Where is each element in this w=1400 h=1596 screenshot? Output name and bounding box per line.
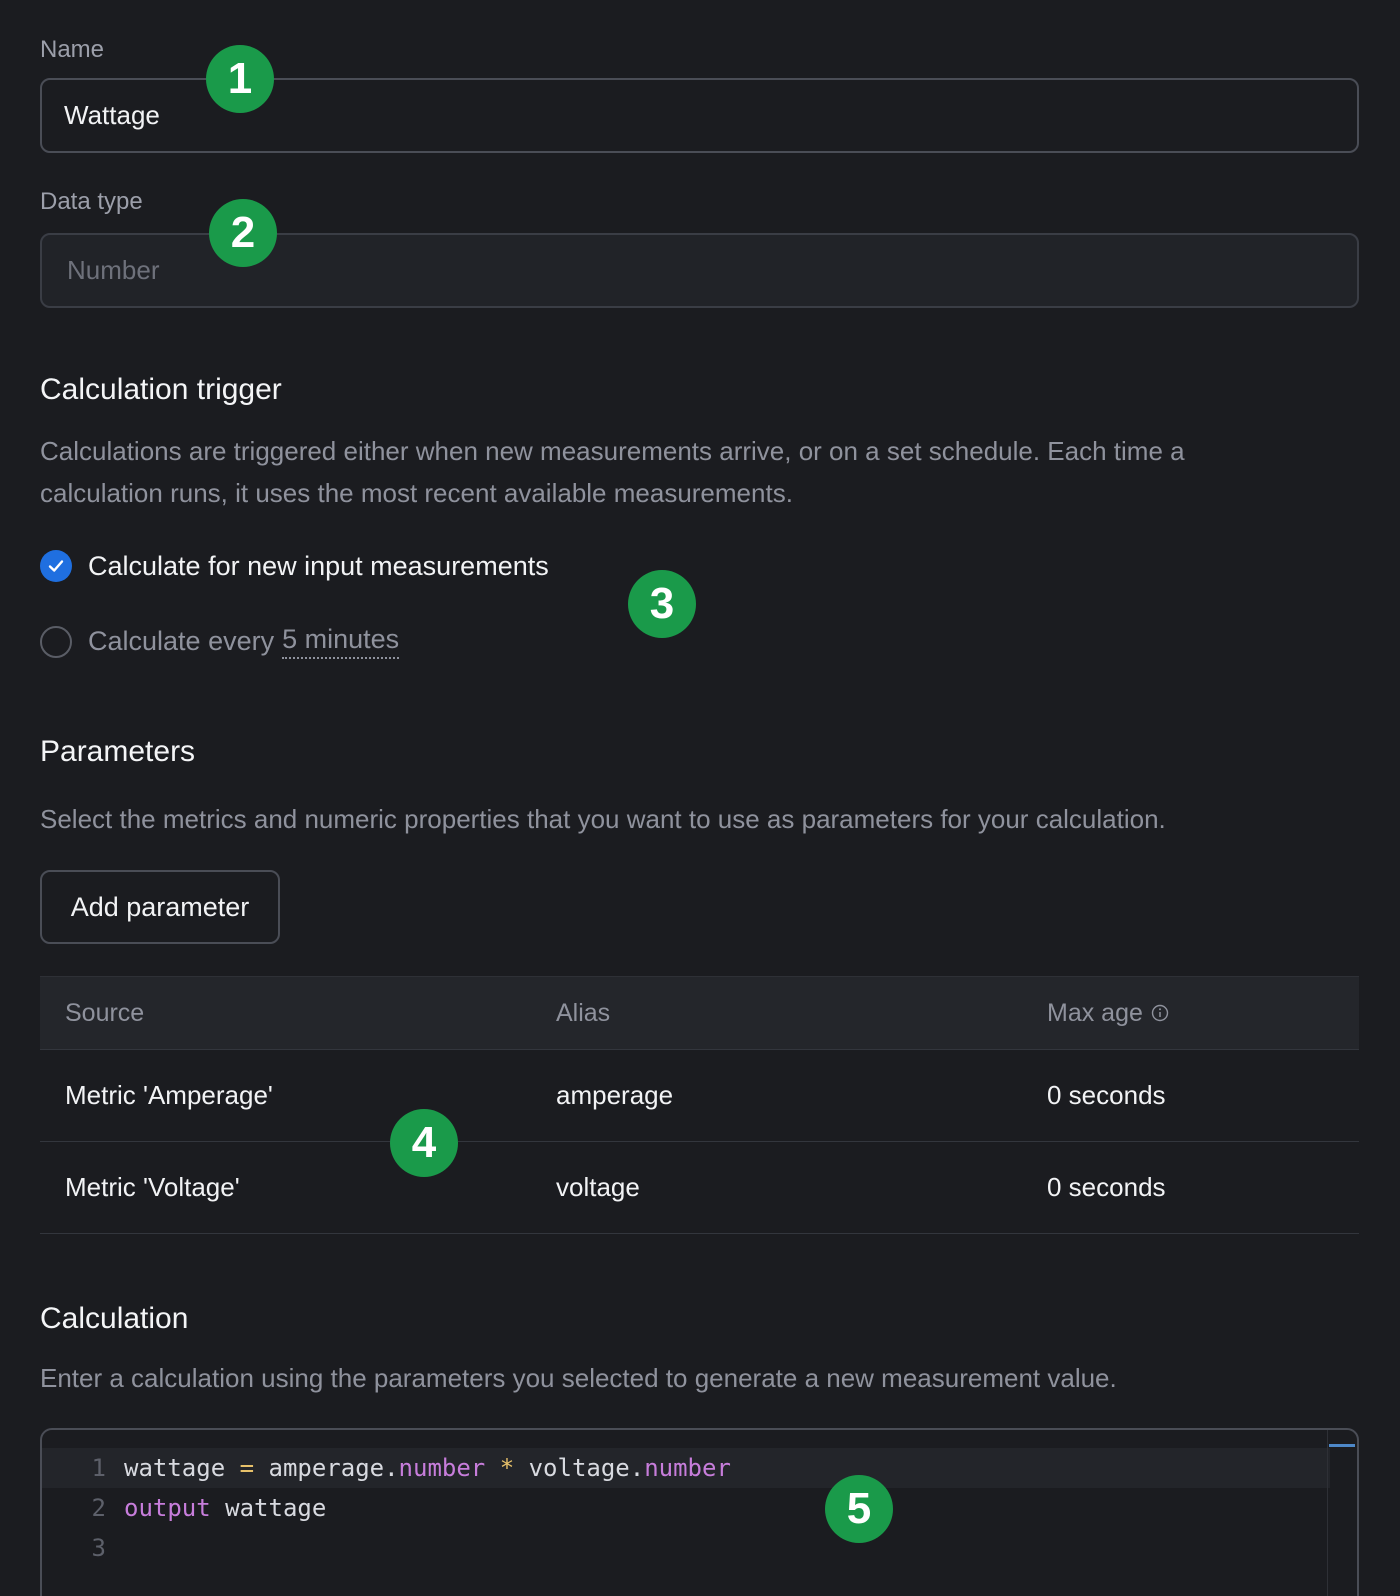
option-new-input[interactable] [40,550,549,582]
code-token-operator: * [499,1454,515,1482]
line-number: 1 [91,1454,106,1482]
row-max-age: 0 seconds [1047,1172,1166,1202]
badge-5: 5 [825,1475,893,1543]
name-input[interactable]: Wattage [40,78,1359,153]
add-parameter-button[interactable]: Add parameter [40,870,280,944]
code-editor[interactable] [40,1428,1359,1596]
line-number: 3 [91,1534,106,1562]
line-number: 2 [91,1494,106,1522]
column-max-age-label: Max age [1047,998,1143,1027]
calculation-heading: Calculation [40,1302,189,1335]
code-token-property: number [398,1454,486,1482]
row-alias: voltage [556,1172,640,1202]
code-text-2 [124,1494,326,1522]
data-type-label: Data type [40,188,143,215]
code-line-3[interactable] [42,1528,1330,1568]
row-max-age: 0 seconds [1047,1080,1166,1110]
calculation-trigger-description-line2: calculation runs, it uses the most recent available measurements. [40,478,793,508]
parameters-table [40,976,1359,1234]
badge-2: 2 [209,199,277,267]
badge-1: 1 [206,45,274,113]
row-source: Metric 'Voltage' [65,1172,240,1202]
calculation-trigger-heading: Calculation trigger [40,373,282,406]
scroll-marker [1329,1444,1355,1447]
code-token: voltage. [514,1454,645,1482]
table-row[interactable] [40,1050,1359,1142]
editor-scrollbar[interactable] [1327,1430,1357,1596]
code-token-keyword: output [124,1494,211,1522]
option-every-label: Calculate every [88,626,275,656]
data-type-field: Number [40,233,1359,308]
column-max-age [1022,999,1359,1028]
column-source: Source [65,998,145,1027]
code-token: wattage [210,1494,327,1522]
table-row[interactable] [40,1142,1359,1234]
table-header [40,976,1359,1050]
option-new-input-label: Calculate for new input measurements [88,550,549,581]
code-token: wattage [124,1454,240,1482]
parameters-heading: Parameters [40,735,196,768]
row-source: Metric 'Amperage' [65,1080,273,1110]
code-token: amperage. [254,1454,399,1482]
code-token-operator: = [239,1454,255,1482]
badge-3: 3 [628,570,696,638]
interval-link[interactable]: 5 minutes [282,624,399,659]
checkbox-checked-icon[interactable] [40,550,72,582]
radio-unchecked-icon[interactable] [40,626,72,658]
row-alias: amperage [556,1080,674,1110]
parameters-description: Select the metrics and numeric properties that you want to use as parameters for your calculation. [40,804,1166,834]
calculation-description: Enter a calculation using the parameters you selected to generate a new measurement value. [40,1363,1117,1393]
name-label: Name [40,36,105,63]
code-line-2[interactable] [42,1488,1330,1528]
calculation-trigger-description-line1: Calculations are triggered either when new measurements arrive, or on a set schedule. Each time a [40,436,1185,466]
code-token [485,1454,499,1482]
code-token-property: number [644,1454,731,1482]
code-line-1[interactable] [42,1448,1330,1488]
code-text-1 [124,1454,731,1482]
option-every-interval[interactable] [40,624,399,659]
info-icon[interactable] [1151,1004,1169,1022]
badge-4: 4 [390,1109,458,1177]
column-alias: Alias [556,998,611,1027]
